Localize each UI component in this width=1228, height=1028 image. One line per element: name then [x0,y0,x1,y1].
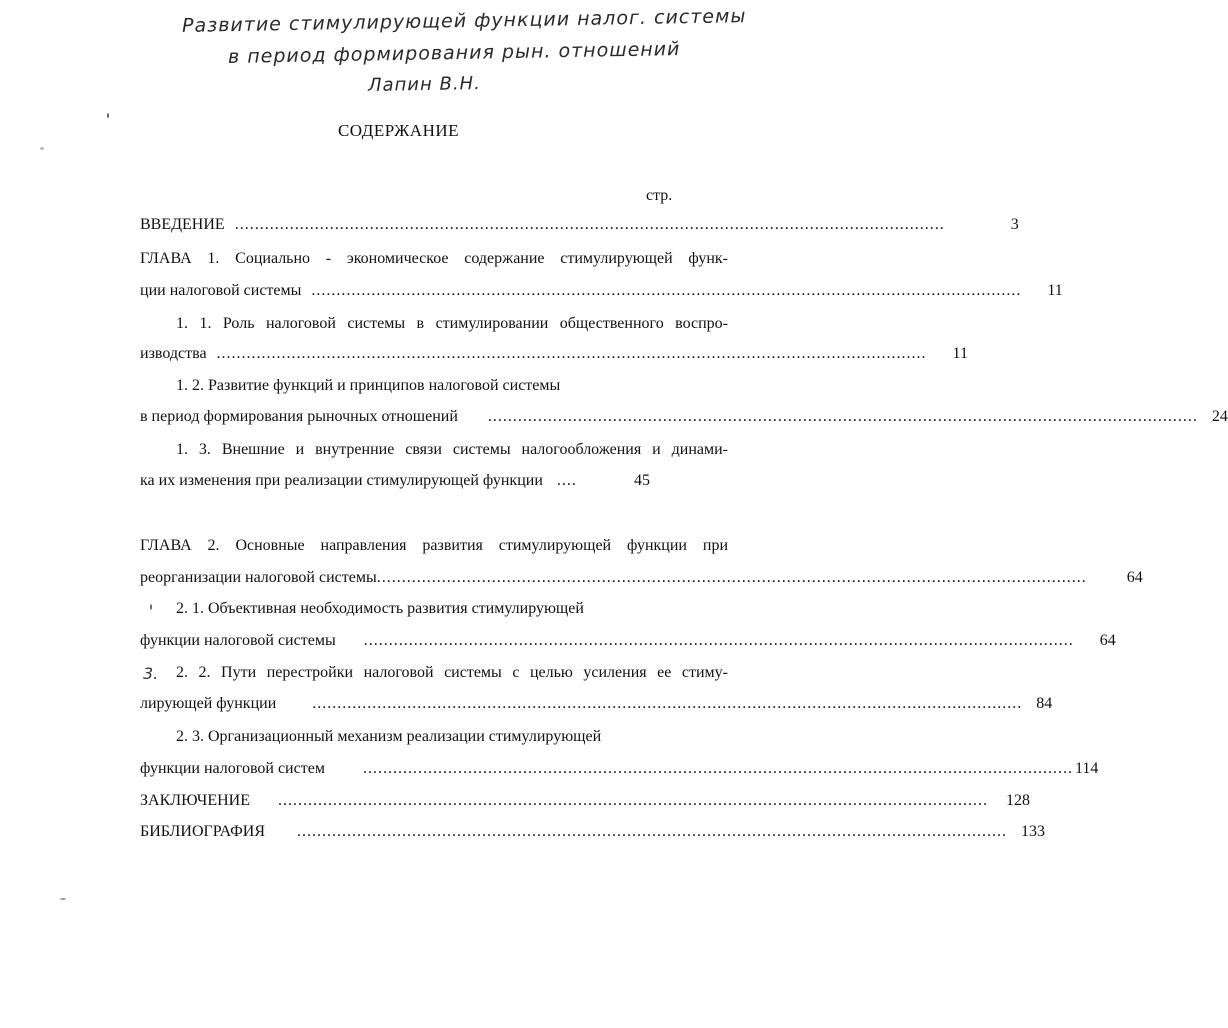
toc-entry-2-3-line-1: 2. 3. Организационный механизм реализации стимулирующей [176,728,602,745]
toc-entry-1-3-line-2 [140,470,650,492]
toc-page-number: 3 [1010,216,1019,233]
leader-dots: .............................................................................................................................................. [376,569,1087,586]
toc-page-number: 24 [1211,408,1228,425]
toc-label: ка их изменения при реализации стимулирующей функции [140,472,543,489]
toc-entry-1-2-line-2 [140,406,1228,428]
toc-entry-2-1-line-1: 2. 1. Объективная необходимость развития стимулирующей [176,600,584,617]
toc-page-number: 114 [1074,760,1099,777]
page-title: СОДЕРЖАНИЕ [337,121,460,140]
toc-entry-2-3-line-2 [140,758,1099,780]
scan-speck [60,898,66,900]
toc-page-number: 64 [1099,632,1116,649]
toc-entry-1-1-line-2 [140,343,968,365]
scan-speck [150,604,152,610]
leader-dots: .............................................................................................................................................. [362,760,1073,777]
leader-dots: .............................................................................................................................................. [311,282,1022,299]
leader-dots: .............................................................................................................................................. [297,823,1008,840]
toc-entry-chapter-2-line-2 [140,567,1143,589]
toc-entry-chapter-1-line-2 [140,280,1063,302]
leader-dots: .............................................................................................................................................. [277,792,988,809]
toc-entry-intro [140,214,1019,236]
handwritten-note-line-2: в период формирования рын. отношений [227,38,681,68]
toc-label: изводства [140,345,207,362]
toc-page-number: 45 [634,472,650,489]
toc-entry-2-1-line-2 [140,630,1116,652]
page-column-label: стр. [646,187,673,204]
toc-entry-conclusion [140,790,1030,812]
toc-label: ции налоговой системы [140,282,302,299]
leader-dots: .............................................................................................................................................. [234,216,945,233]
toc-entry-1-3-line-1: 1. 3. Внешние и внутренние связи системы налогообложения и динами- [176,441,728,458]
leader-dots: .... [556,472,577,489]
toc-label: функции налоговой систем [140,760,325,777]
toc-entry-1-2-line-1: 1. 2. Развитие функций и принципов налоговой системы [176,377,561,394]
scan-speck [40,147,44,150]
toc-page-number: 133 [1021,823,1046,840]
margin-handwritten-note: 3. [143,664,159,683]
toc-page-number: 64 [1126,569,1143,586]
leader-dots: .............................................................................................................................................. [216,345,927,362]
toc-entry-1-1-line-1: 1. 1. Роль налоговой системы в стимулировании общественного воспро- [176,315,728,332]
toc-label: в период формирования рыночных отношений [140,408,458,425]
scan-speck [107,113,109,118]
toc-page-number: 128 [1005,792,1030,809]
toc-label: реорганизации налоговой системы [140,569,377,586]
toc-entry-2-2-line-1: 2. 2. Пути перестройки налоговой системы с целью усиления ее стиму- [176,664,728,681]
toc-label: ЗАКЛЮЧЕНИЕ [140,792,250,809]
leader-dots: .............................................................................................................................................. [363,632,1074,649]
toc-label: функции налоговой системы [140,632,336,649]
handwritten-note-line-1: Развитие стимулирующей функции налог. системы [181,5,747,37]
toc-label: лирующей функции [140,695,277,712]
handwritten-author: Лапин В.Н. [367,73,482,96]
toc-label: БИБЛИОГРАФИЯ [140,823,266,840]
toc-label: ВВЕДЕНИЕ [140,216,225,233]
toc-page-number: 11 [952,345,968,362]
toc-entry-bibliography [140,821,1046,843]
toc-entry-chapter-2-line-1: ГЛАВА 2. Основные направления развития стимулирующей функции при [140,537,728,554]
leader-dots: .............................................................................................................................................. [312,695,1023,712]
leader-dots: .............................................................................................................................................. [487,408,1198,425]
toc-entry-chapter-1-line-1: ГЛАВА 1. Социально - экономическое содержание стимулирующей функ- [140,250,728,267]
toc-page-number: 84 [1036,695,1053,712]
toc-page-number: 11 [1047,282,1063,299]
toc-entry-2-2-line-2 [140,693,1053,715]
